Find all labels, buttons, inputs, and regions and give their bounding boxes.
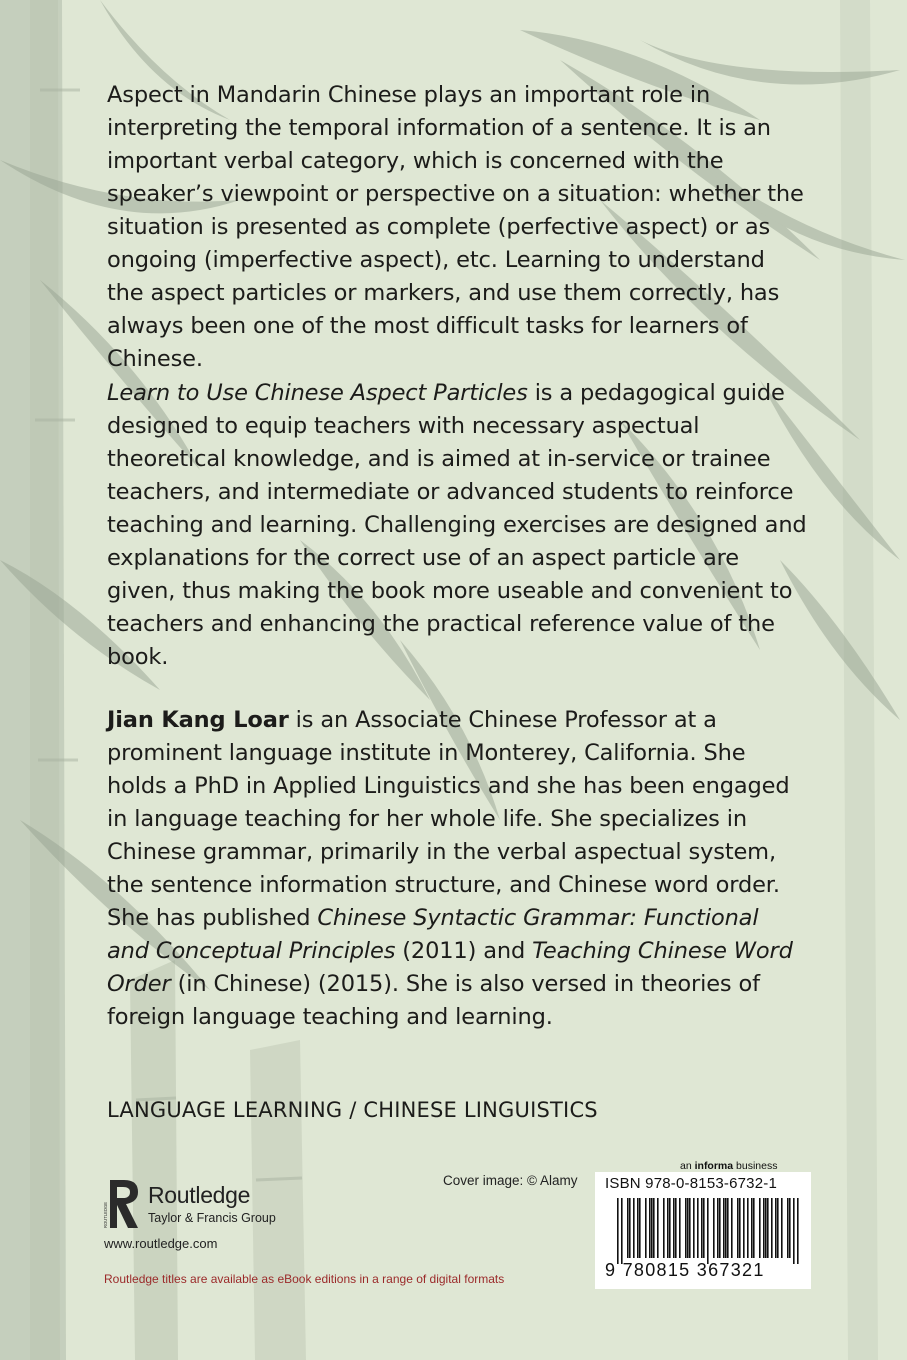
author-bio-paragraph (107, 704, 807, 1034)
informa-suffix: business (733, 1160, 778, 1172)
barcode-bar (793, 1198, 795, 1264)
barcode-bar (685, 1198, 687, 1258)
barcode-bar (789, 1198, 791, 1258)
barcode-bar (765, 1198, 767, 1258)
barcode-bar (651, 1198, 653, 1258)
barcode-bar (667, 1198, 669, 1258)
ebook-availability-note: Routledge titles are available as eBook editions in a range of digital formats (104, 1272, 505, 1286)
barcode-bar (747, 1198, 749, 1258)
barcode-bar (719, 1198, 721, 1258)
barcode-bar (663, 1198, 665, 1258)
barcode-bar (633, 1198, 635, 1258)
barcode-bar (693, 1198, 695, 1258)
pedagogical-guide-paragraph (107, 377, 807, 674)
barcode-bar (707, 1198, 709, 1264)
barcode-bar (787, 1198, 789, 1258)
barcode-bar (763, 1198, 765, 1258)
barcode-bar (753, 1198, 755, 1258)
barcode-bar (731, 1198, 733, 1258)
barcode-bar (781, 1198, 783, 1258)
barcode-bar (653, 1198, 655, 1258)
guide-description-text: is a pedagogical guide designed to equip teachers with necessary aspectual theoretical knowledge, and is aimed at in-service or trainee teachers, and intermediate or advanced students to reinforce teaching and learning. Challenging exercises are designed and explanations for the correct use of an aspect particle are given, thus making the book more useable and convenient to teachers and enhancing the practical reference value of the book. (107, 380, 807, 670)
informa-prefix: an (680, 1160, 695, 1172)
barcode-bar (737, 1198, 739, 1258)
barcode-bar (713, 1198, 715, 1258)
isbn-number: ISBN 978-0-8153-6732-1 (605, 1175, 778, 1192)
published-book-title: Chinese Syntactic Grammar: Functional and Conceptual Principles (107, 905, 759, 964)
barcode-bar (621, 1198, 623, 1264)
isbn-barcode (595, 1172, 811, 1289)
routledge-logo (104, 1178, 304, 1232)
informa-brand: informa (694, 1160, 734, 1172)
author-name: Jian Kang Loar (107, 707, 289, 733)
barcode-bar (617, 1198, 619, 1264)
barcode-bar (777, 1198, 779, 1258)
cover-image-credit: Cover image: © Alamy (443, 1173, 578, 1188)
barcode-bar (797, 1198, 799, 1264)
barcode-bar (697, 1198, 699, 1258)
barcode-bar (767, 1198, 769, 1258)
barcode-bar (673, 1198, 675, 1258)
barcode-bar (629, 1198, 631, 1258)
barcode-digits: 9 780815 367321 (605, 1260, 765, 1280)
barcode-bar (775, 1198, 777, 1258)
description-paragraph: Aspect in Mandarin Chinese plays an important role in interpreting the temporal information of a sentence. It is an important verbal category, which is concerned with the speaker’s viewpoint or perspective on a situation: whether the situation is presented as complete (perfective aspect) or as ongoing (imperfective aspect), etc. Learning to understand the aspect particles or markers, and use them correctly, has always been one of the most difficult tasks for learners of Chinese. (107, 82, 804, 372)
barcode-bar (675, 1198, 677, 1258)
barcode-bar (739, 1198, 741, 1258)
barcode-bar (689, 1198, 691, 1258)
book-title: Learn to Use Chinese Aspect Particles (107, 380, 528, 406)
barcode-bar (687, 1198, 689, 1258)
logo-vertical-text: ROUTLEDGE (103, 1201, 109, 1228)
barcode-bar (743, 1198, 745, 1258)
barcode-bar (639, 1198, 641, 1258)
barcode-bar (669, 1198, 671, 1258)
publisher-name: Routledge (148, 1182, 251, 1208)
barcode-bar (649, 1198, 651, 1258)
author-bio-text: (2011) and (395, 938, 533, 964)
barcode-bar (717, 1198, 719, 1258)
author-bio-text: is an Associate Chinese Professor at a prominent language institute in Monterey, California. She holds a PhD in Applied Linguistics and she has been engaged in language teaching for her whole life. She specializes in Chinese grammar, primarily in the verbal aspectual system, the sentence information structure, and Chinese word order. She has published (107, 707, 790, 931)
published-book-title: Teaching Chinese Word Order (107, 938, 793, 997)
informa-business-label (680, 1160, 777, 1172)
barcode-bar (701, 1198, 703, 1258)
barcode-bar (645, 1198, 647, 1258)
barcode-bar (627, 1198, 629, 1258)
barcode-bar (703, 1198, 705, 1258)
publisher-website[interactable]: www.routledge.com (104, 1236, 218, 1251)
barcode-bar (657, 1198, 659, 1258)
barcode-bar (637, 1198, 639, 1258)
barcode-bar (725, 1198, 727, 1258)
barcode-bar (679, 1198, 681, 1258)
barcode-bar (759, 1198, 761, 1258)
barcode-bar (771, 1198, 773, 1258)
barcode-bar (751, 1198, 753, 1258)
subject-category: LANGUAGE LEARNING / CHINESE LINGUISTICS (107, 1098, 598, 1122)
barcode-bar (727, 1198, 729, 1258)
author-bio-text: (in Chinese) (2015). She is also versed in theories of foreign language teaching and learning. (107, 971, 760, 1030)
routledge-r-icon (104, 1178, 142, 1230)
publisher-group: Taylor & Francis Group (148, 1211, 276, 1225)
barcode-bar (723, 1198, 725, 1258)
